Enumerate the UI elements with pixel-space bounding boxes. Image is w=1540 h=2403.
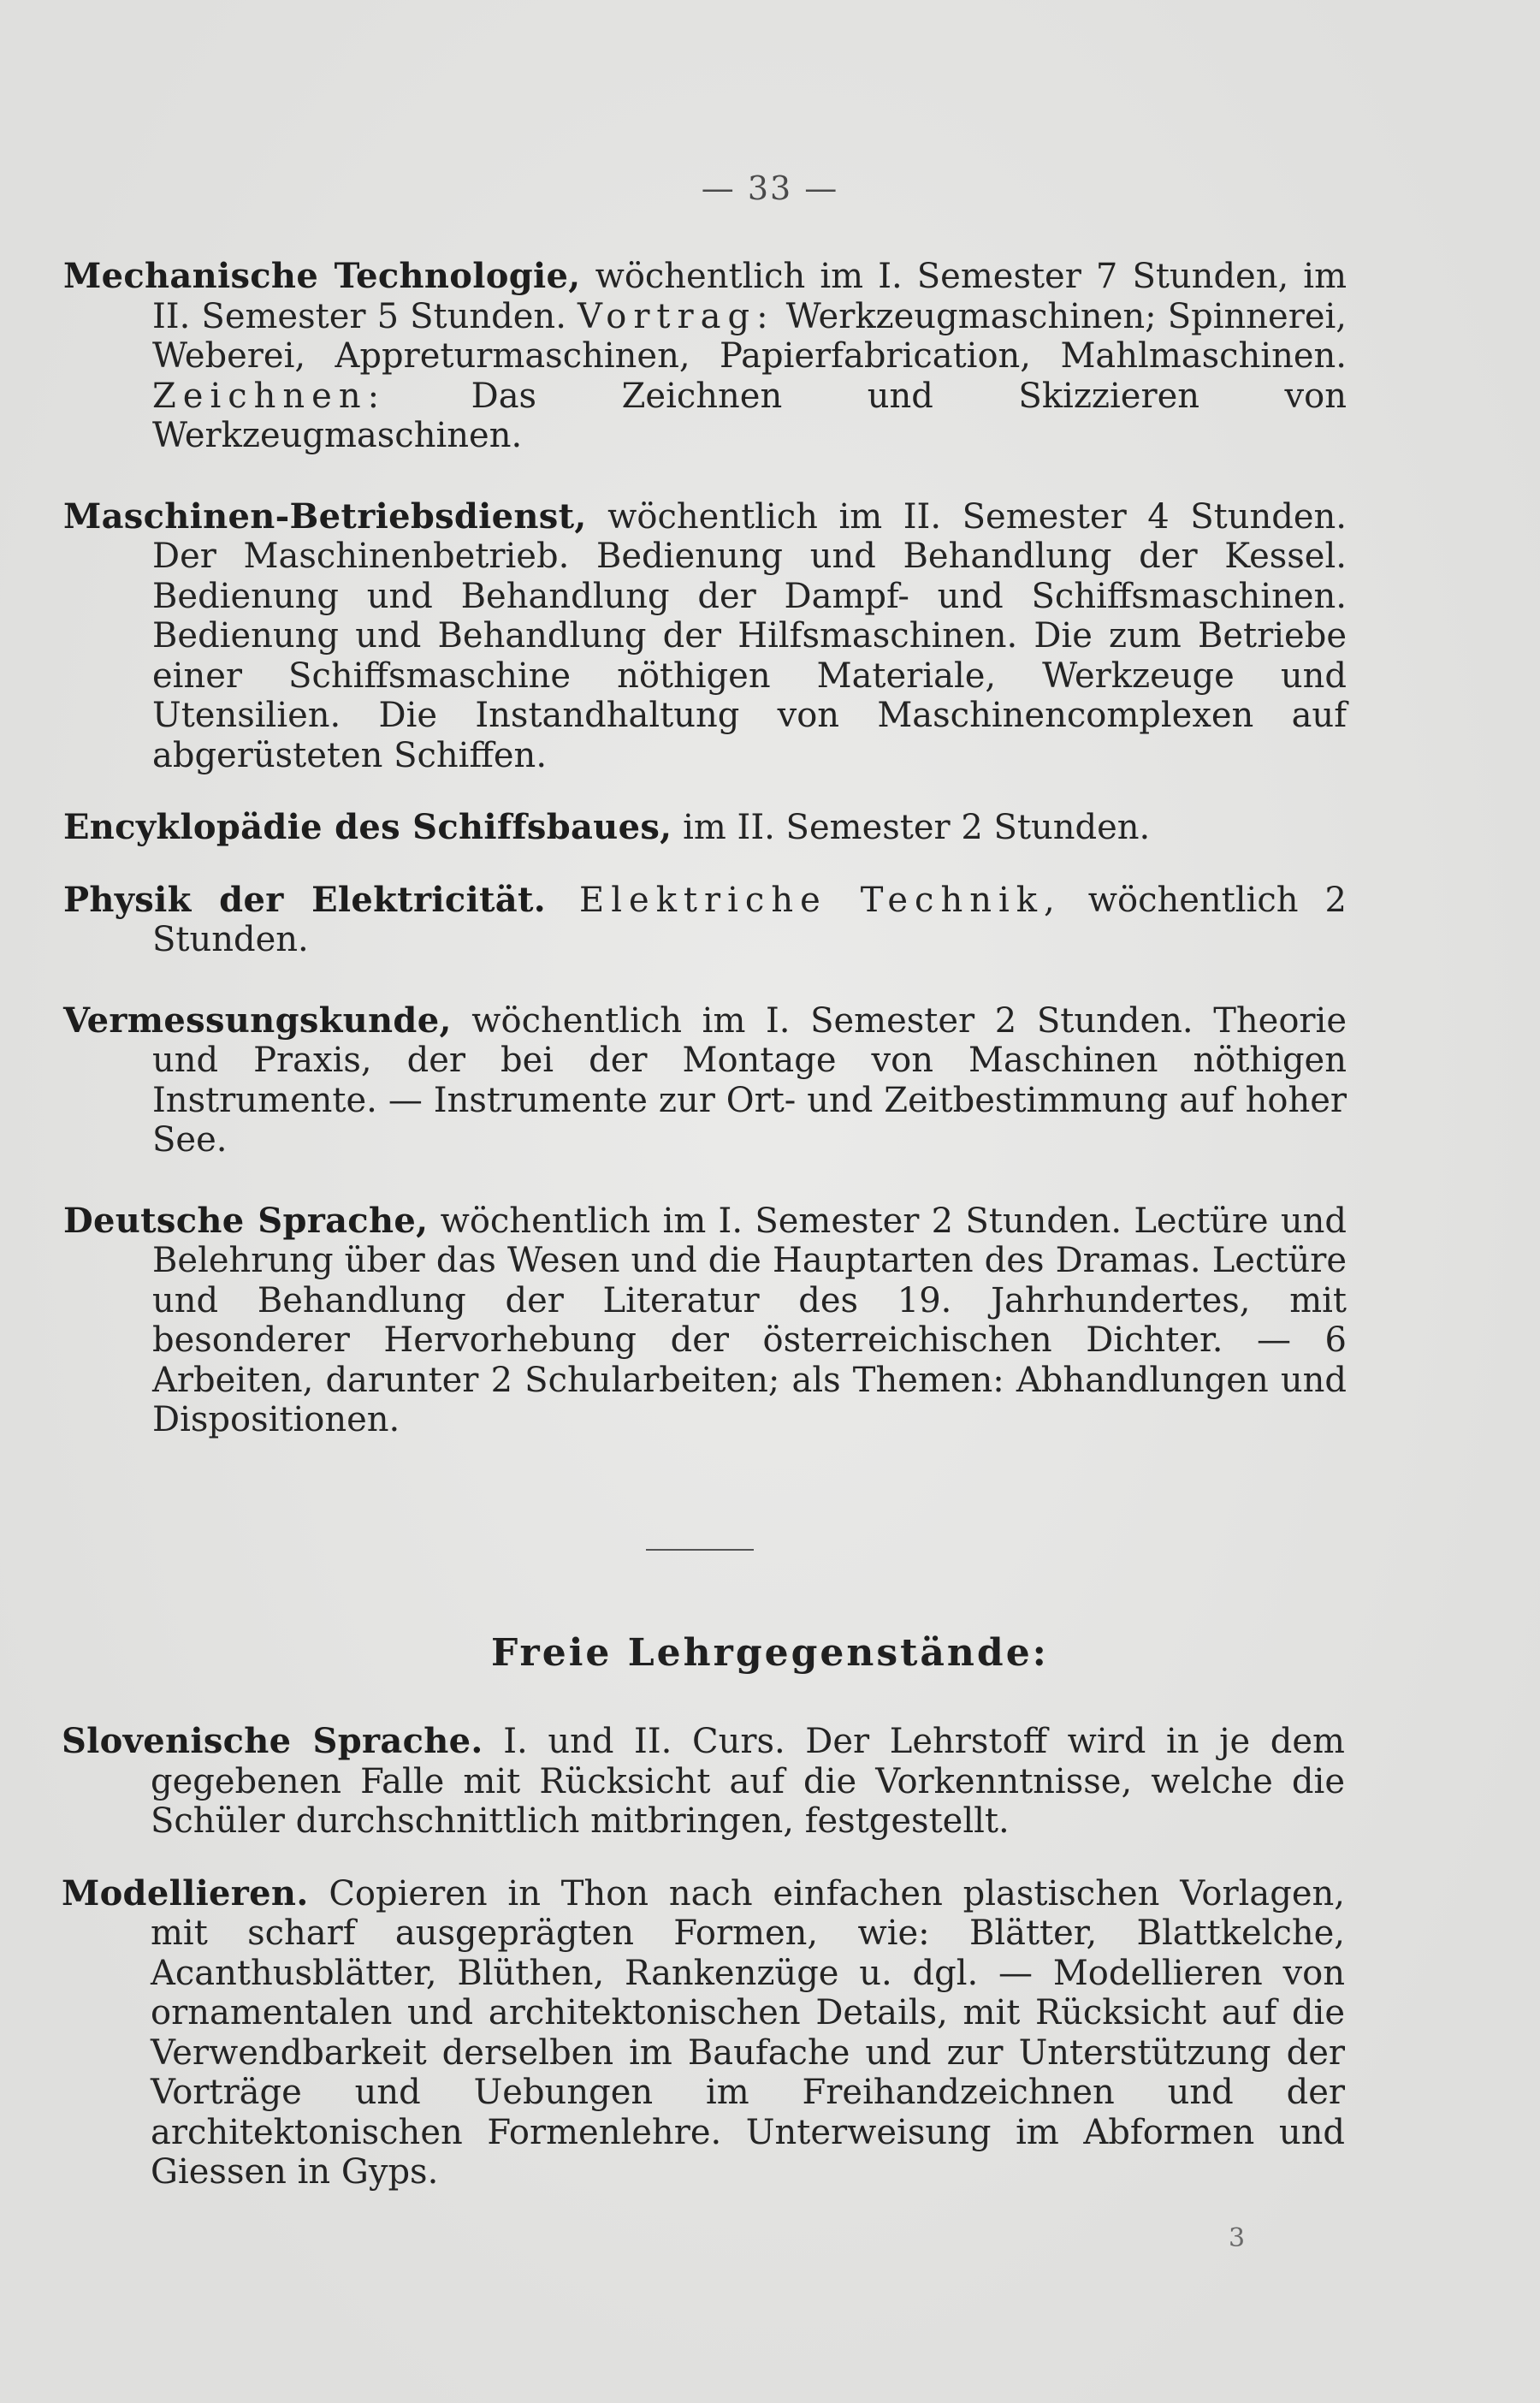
entry-encyklopaedie-schiffsbaues <box>63 808 1347 848</box>
entry-modellieren <box>62 1874 1345 2192</box>
entry-text: Copieren in Thon nach einfachen plastischen Vorlagen, mit scharf ausgeprägten Formen, wie: Blätter, Blattkelche, Acanthusblätter, Blüthen, Rankenzüge u. dgl. — Modellieren von ornamentalen und architektonischen Details, mit Rücksicht auf die Verwendbarkeit derselben im Baufache und zur Unterstützung der Vorträge und Uebungen im Freihandzeichnen und der architektonischen Formenlehre. Unterweisung im Abformen und Giessen in Gyps. <box>151 1873 1345 2192</box>
entry-text: I. und II. Curs. Der Lehrstoff wird in je dem gegebenen Falle mit Rücksicht auf die Vorkenntnisse, welche die Schüler durchschnittlich mitbringen, festgestellt. <box>151 1722 1345 1841</box>
entry-text: im II. Semester 2 Stunden. <box>672 808 1151 847</box>
entry-spaced-term: Elektriche Technik, <box>545 880 1062 920</box>
entry-vermessungskunde <box>63 1001 1347 1160</box>
entry-text: wöchentlich 2 Stunden. <box>152 880 1347 959</box>
entry-maschinen-betriebsdienst <box>63 497 1347 776</box>
entry-text: wöchentlich im I. Semester 2 Stunden. Theorie und Praxis, der bei der Montage von Maschinen nöthigen Instrumente. — Instrumente zur Ort- und Zeitbestimmung auf hoher See. <box>152 1000 1347 1160</box>
entry-text: wöchentlich im II. Semester 4 Stunden. Der Maschinenbetrieb. Bedienung und Behandlung der Kessel. Bedienung und Behandlung der Dampf- und Schiffsmaschinen. Bedienung und Behandlung der Hilfsmaschinen. Die zum Betriebe einer Schiffsmaschine nöthigen Materiale, Werkzeuge und Utensilien. Die Instandhaltung von Maschinencomplexen auf abgerüsteten Schiffen. <box>152 496 1347 775</box>
entry-heading: Slovenische Sprache. <box>62 1721 483 1761</box>
entry-spaced-term: Zeichnen: <box>152 376 387 416</box>
entry-text: wöchentlich im I. Semester 2 Stunden. Lectüre und Belehrung über das Wesen und die Hauptarten des Dramas. Lectüre und Behandlung der Literatur des 19. Jahrhundertes, mit besonderer Hervorhebung der österreichischen Dichter. — 6 Arbeiten, darunter 2 Schularbeiten; als Themen: Abhandlungen und Dispositionen. <box>152 1201 1347 1439</box>
entry-text: wöchentlich im I. Semester 7 Stunden, im II. Semester 5 Stunden. <box>152 257 1347 336</box>
entry-heading: Encyklopädie des Schiffsbaues, <box>63 807 672 847</box>
entry-spaced-term: Vortrag: <box>578 296 775 336</box>
page-number: — 33 — <box>701 169 839 207</box>
entry-text: Werkzeugmaschinen; Spinnerei, Weberei, Appreturmaschinen, Papierfabrication, Mahlmaschinen. <box>152 296 1347 376</box>
entry-text: Das Zeichnen und Skizzieren von Werkzeugmaschinen. <box>152 376 1347 455</box>
entry-heading: Mechanische Technologie, <box>63 256 581 296</box>
required-subjects <box>63 257 1347 1481</box>
entry-heading: Modellieren. <box>62 1872 309 1914</box>
free-subjects <box>62 1722 1345 2234</box>
entry-mechanische-technologie <box>63 257 1347 456</box>
entry-slovenische-sprache <box>62 1722 1345 1842</box>
entry-heading: Deutsche Sprache, <box>63 1200 429 1241</box>
sheet-signature: 3 <box>1229 2223 1246 2253</box>
entry-heading: Vermessungskunde, <box>63 1000 452 1041</box>
entry-deutsche-sprache <box>63 1202 1347 1440</box>
entry-physik-elektricitaet <box>63 881 1347 960</box>
entry-heading: Maschinen-Betriebsdienst, <box>63 495 587 537</box>
entry-heading: Physik der Elektricität. <box>63 879 546 920</box>
section-title: Freie Lehrgegenstände: <box>491 1631 1049 1675</box>
section-divider <box>646 1549 754 1551</box>
